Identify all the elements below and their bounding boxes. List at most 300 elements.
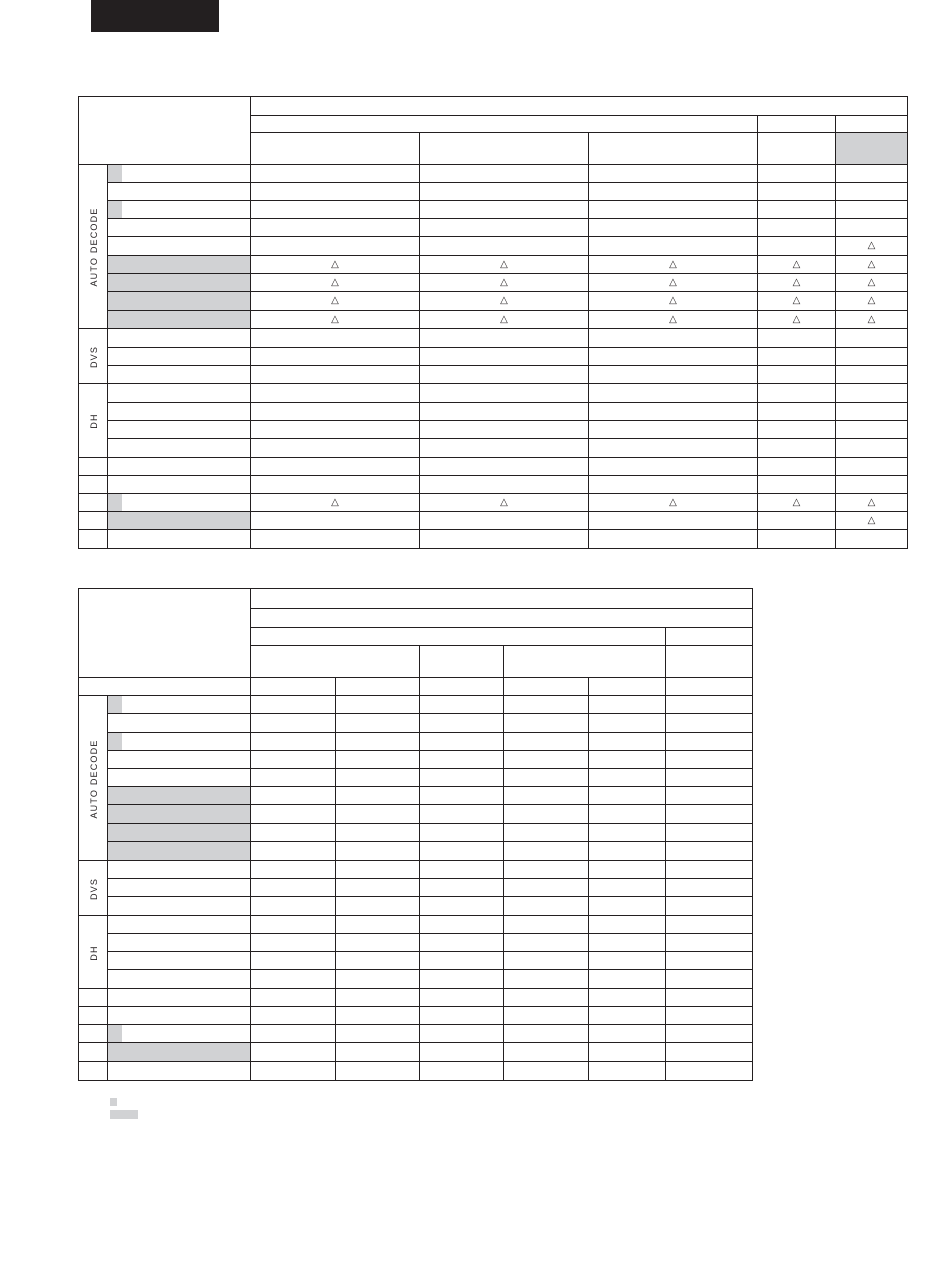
data-cell-r5-c1 (251, 237, 420, 256)
triangle-mark-icon: △ (792, 258, 801, 270)
data-cell-r1-c1 (251, 696, 336, 714)
data-cell-r15-c1 (251, 421, 420, 439)
triangle-mark-icon: △ (500, 295, 508, 306)
triangle-mark-icon: △ (669, 313, 677, 325)
header-corner (79, 589, 251, 678)
data-cell-r15-c4 (758, 421, 836, 439)
header-top (251, 97, 908, 116)
data-cell-r10-c2 (420, 329, 589, 348)
data-cell-r7-c3 (420, 805, 504, 824)
header-sub-4 (666, 646, 753, 678)
data-cell-r3-c1 (251, 201, 420, 219)
triangle-mark-icon: △ (331, 496, 339, 508)
row-label-6 (108, 787, 251, 805)
data-cell-r11-c2 (336, 879, 420, 897)
data-cell-r18-c6 (666, 1007, 753, 1025)
data-cell-r16-c3 (589, 439, 758, 458)
data-cell-r12-c1 (251, 897, 336, 916)
data-cell-r19-c6 (666, 1025, 753, 1043)
data-cell-r13-c3 (589, 384, 758, 403)
data-cell-r15-c1 (251, 952, 336, 970)
data-cell-r8-c5 (836, 292, 908, 311)
header-group-a (251, 628, 666, 646)
data-cell-r4-c2 (336, 751, 420, 769)
data-cell-r7-c4 (504, 805, 589, 824)
data-cell-r4-c3 (420, 751, 504, 769)
data-cell-r12-c2 (336, 897, 420, 916)
data-cell-r14-c2 (336, 934, 420, 952)
data-cell-r6-c4 (758, 256, 836, 274)
row-label-11 (108, 348, 251, 366)
data-cell-r14-c5 (836, 403, 908, 421)
data-cell-r20-c1 (251, 1043, 336, 1062)
group-empty-cell (79, 512, 108, 530)
data-cell-r16-c6 (666, 970, 753, 989)
data-cell-r6-c3 (420, 787, 504, 805)
data-cell-r8-c1 (251, 824, 336, 842)
shade-marker (108, 494, 122, 511)
data-cell-r8-c5 (589, 824, 666, 842)
data-cell-r2-c1 (251, 714, 336, 733)
data-cell-r21-c4 (504, 1062, 589, 1081)
row-label-13 (108, 916, 251, 934)
data-cell-r14-c4 (504, 934, 589, 952)
data-cell-r7-c4 (758, 274, 836, 292)
triangle-mark-icon: △ (500, 276, 508, 288)
data-cell-r6-c1 (251, 256, 420, 274)
row-label-20 (108, 512, 251, 530)
data-cell-r21-c2 (336, 1062, 420, 1081)
data-cell-r10-c3 (589, 329, 758, 348)
data-cell-r4-c3 (589, 219, 758, 237)
data-cell-r13-c2 (336, 916, 420, 934)
group-empty-cell (79, 1043, 108, 1062)
header-group-b (666, 628, 753, 646)
data-cell-r20-c4 (758, 512, 836, 530)
data-cell-r5-c5 (589, 769, 666, 787)
data-cell-r13-c4 (758, 384, 836, 403)
data-cell-r4-c2 (420, 219, 589, 237)
mode-table-2 (78, 588, 753, 1081)
data-cell-r5-c2 (420, 237, 589, 256)
row-label-8 (108, 824, 251, 842)
row-label-5 (108, 769, 251, 787)
row-label-15 (108, 952, 251, 970)
header-label-row (79, 678, 251, 696)
row-label-20 (108, 1043, 251, 1062)
row-label-9 (108, 842, 251, 861)
triangle-mark-icon: △ (669, 276, 677, 288)
data-cell-r18-c2 (420, 476, 589, 494)
data-cell-r15-c5 (836, 421, 908, 439)
data-cell-r5-c1 (251, 769, 336, 787)
data-cell-r16-c4 (758, 439, 836, 458)
shade-marker (108, 201, 122, 218)
triangle-mark-icon: △ (867, 276, 876, 288)
triangle-mark-icon: △ (500, 258, 508, 270)
data-cell-r8-c1 (251, 292, 420, 311)
row-label-10 (108, 329, 251, 348)
data-cell-r21-c3 (420, 1062, 504, 1081)
data-cell-r18-c3 (420, 1007, 504, 1025)
data-cell-r19-c3 (420, 1025, 504, 1043)
row-label-16 (108, 439, 251, 458)
data-cell-r16-c1 (251, 970, 336, 989)
data-cell-r11-c4 (758, 348, 836, 366)
data-cell-r21-c3 (589, 530, 758, 549)
data-cell-r9-c5 (836, 311, 908, 329)
group-dvs-label: DVS (88, 877, 99, 900)
data-cell-r20-c3 (420, 1043, 504, 1062)
row-label-1 (108, 696, 251, 714)
triangle-mark-icon: △ (669, 258, 677, 270)
data-cell-r6-c2 (420, 256, 589, 274)
column-header-2 (336, 678, 420, 696)
data-cell-r20-c5 (589, 1043, 666, 1062)
data-cell-r21-c6 (666, 1062, 753, 1081)
data-cell-r7-c2 (420, 274, 589, 292)
data-cell-r10-c4 (758, 329, 836, 348)
triangle-mark-icon: △ (867, 496, 876, 508)
data-cell-r18-c2 (336, 1007, 420, 1025)
data-cell-r19-c1 (251, 494, 420, 512)
column-header-1 (251, 133, 420, 165)
data-cell-r12-c3 (420, 897, 504, 916)
data-cell-r17-c2 (420, 458, 589, 476)
data-cell-r13-c6 (666, 916, 753, 934)
data-cell-r19-c2 (336, 1025, 420, 1043)
row-label-2 (108, 714, 251, 733)
group-auto-decode-label: AUTO DECODE (88, 738, 99, 819)
data-cell-r12-c2 (420, 366, 589, 384)
data-cell-r3-c5 (589, 733, 666, 751)
row-label-8 (108, 292, 251, 311)
data-cell-r13-c3 (420, 916, 504, 934)
data-cell-r2-c5 (589, 714, 666, 733)
data-cell-r9-c1 (251, 842, 336, 861)
triangle-mark-icon: △ (792, 496, 801, 508)
data-cell-r10-c5 (836, 329, 908, 348)
column-header-2 (420, 133, 589, 165)
group-dh-label: DH (88, 413, 99, 429)
data-cell-r4-c6 (666, 751, 753, 769)
row-label-2 (108, 183, 251, 201)
data-cell-r13-c4 (504, 916, 589, 934)
data-cell-r11-c5 (589, 879, 666, 897)
data-cell-r20-c6 (666, 1043, 753, 1062)
data-cell-r5-c6 (666, 769, 753, 787)
row-label-6 (108, 256, 251, 274)
data-cell-r20-c3 (589, 512, 758, 530)
triangle-mark-icon: △ (867, 514, 876, 526)
data-cell-r4-c1 (251, 219, 420, 237)
data-cell-r2-c5 (836, 183, 908, 201)
row-label-14 (108, 934, 251, 952)
data-cell-r1-c5 (836, 165, 908, 183)
shade-marker (108, 733, 122, 750)
triangle-mark-icon: △ (792, 295, 801, 306)
row-label-9 (108, 311, 251, 329)
data-cell-r12-c4 (758, 366, 836, 384)
data-cell-r2-c2 (336, 714, 420, 733)
data-cell-r15-c4 (504, 952, 589, 970)
row-label-3 (108, 201, 251, 219)
data-cell-r1-c1 (251, 165, 420, 183)
triangle-mark-icon: △ (867, 313, 876, 325)
data-cell-r20-c4 (504, 1043, 589, 1062)
page-tab-marker (91, 0, 219, 32)
group-empty-cell (79, 1007, 108, 1025)
data-cell-r10-c1 (251, 329, 420, 348)
data-cell-r19-c4 (758, 494, 836, 512)
data-cell-r13-c1 (251, 916, 336, 934)
triangle-mark-icon: △ (500, 496, 508, 508)
header-group-a (251, 116, 758, 133)
group-auto-decode-label: AUTO DECODE (88, 207, 99, 287)
data-cell-r4-c4 (504, 751, 589, 769)
data-cell-r12-c4 (504, 897, 589, 916)
data-cell-r3-c3 (420, 733, 504, 751)
triangle-mark-icon: △ (331, 295, 339, 306)
column-header-6 (666, 678, 753, 696)
column-header-4 (758, 133, 836, 165)
header-sub-3 (504, 646, 666, 678)
data-cell-r19-c5 (589, 1025, 666, 1043)
header-group-c (836, 116, 908, 133)
group-empty-cell (79, 530, 108, 549)
row-label-21 (108, 1062, 251, 1081)
data-cell-r4-c4 (758, 219, 836, 237)
data-cell-r3-c2 (336, 733, 420, 751)
group-empty-cell (79, 476, 108, 494)
legend-swatch-small (110, 1098, 117, 1106)
data-cell-r5-c3 (589, 237, 758, 256)
data-cell-r2-c3 (589, 183, 758, 201)
data-cell-r18-c5 (589, 1007, 666, 1025)
data-cell-r15-c2 (420, 421, 589, 439)
triangle-mark-icon: △ (331, 313, 339, 325)
row-label-12 (108, 366, 251, 384)
data-cell-r1-c4 (758, 165, 836, 183)
data-cell-r6-c5 (836, 256, 908, 274)
data-cell-r15-c3 (589, 421, 758, 439)
data-cell-r3-c5 (836, 201, 908, 219)
data-cell-r17-c5 (836, 458, 908, 476)
row-label-1 (108, 165, 251, 183)
data-cell-r6-c6 (666, 787, 753, 805)
data-cell-r16-c5 (589, 970, 666, 989)
row-label-19 (108, 494, 251, 512)
data-cell-r3-c6 (666, 733, 753, 751)
data-cell-r19-c2 (420, 494, 589, 512)
column-header-5 (589, 678, 666, 696)
data-cell-r15-c6 (666, 952, 753, 970)
data-cell-r7-c6 (666, 805, 753, 824)
data-cell-r12-c5 (589, 897, 666, 916)
row-label-13 (108, 384, 251, 403)
data-cell-r11-c3 (589, 348, 758, 366)
data-cell-r21-c2 (420, 530, 589, 549)
data-cell-r19-c4 (504, 1025, 589, 1043)
data-cell-r2-c6 (666, 714, 753, 733)
data-cell-r7-c2 (336, 805, 420, 824)
row-label-4 (108, 751, 251, 769)
data-cell-r11-c6 (666, 879, 753, 897)
triangle-mark-icon: △ (331, 258, 339, 270)
data-cell-r11-c4 (504, 879, 589, 897)
column-header-4 (504, 678, 589, 696)
data-cell-r9-c4 (758, 311, 836, 329)
data-cell-r16-c2 (336, 970, 420, 989)
data-cell-r1-c5 (589, 696, 666, 714)
data-cell-r21-c1 (251, 530, 420, 549)
data-cell-r17-c6 (666, 989, 753, 1007)
data-cell-r1-c3 (420, 696, 504, 714)
data-cell-r5-c2 (336, 769, 420, 787)
data-cell-r14-c3 (420, 934, 504, 952)
data-cell-r8-c2 (336, 824, 420, 842)
data-cell-r18-c5 (836, 476, 908, 494)
data-cell-r20-c1 (251, 512, 420, 530)
data-cell-r16-c5 (836, 439, 908, 458)
data-cell-r10-c1 (251, 861, 336, 879)
data-cell-r8-c4 (504, 824, 589, 842)
data-cell-r6-c2 (336, 787, 420, 805)
data-cell-r12-c5 (836, 366, 908, 384)
data-cell-r2-c1 (251, 183, 420, 201)
data-cell-r3-c3 (589, 201, 758, 219)
data-cell-r10-c6 (666, 861, 753, 879)
group-empty-cell (79, 494, 108, 512)
data-cell-r12-c6 (666, 897, 753, 916)
data-cell-r18-c4 (504, 1007, 589, 1025)
data-cell-r7-c1 (251, 805, 336, 824)
data-cell-r1-c4 (504, 696, 589, 714)
data-cell-r7-c1 (251, 274, 420, 292)
row-label-7 (108, 805, 251, 824)
header-sub-1 (251, 646, 420, 678)
data-cell-r15-c3 (420, 952, 504, 970)
data-cell-r20-c2 (420, 512, 589, 530)
triangle-mark-icon: △ (669, 496, 677, 508)
row-label-15 (108, 421, 251, 439)
data-cell-r17-c1 (251, 989, 336, 1007)
data-cell-r17-c1 (251, 458, 420, 476)
data-cell-r16-c4 (504, 970, 589, 989)
data-cell-r9-c2 (420, 311, 589, 329)
triangle-mark-icon: △ (500, 313, 508, 325)
data-cell-r12-c1 (251, 366, 420, 384)
data-cell-r18-c1 (251, 476, 420, 494)
data-cell-r9-c6 (666, 842, 753, 861)
data-cell-r16-c2 (420, 439, 589, 458)
column-header-3 (420, 678, 504, 696)
data-cell-r14-c1 (251, 403, 420, 421)
row-label-10 (108, 861, 251, 879)
data-cell-r1-c2 (336, 696, 420, 714)
triangle-mark-icon: △ (331, 276, 339, 288)
data-cell-r17-c4 (504, 989, 589, 1007)
data-cell-r3-c2 (420, 201, 589, 219)
triangle-mark-icon: △ (792, 276, 801, 288)
group-dvs-label: DVS (88, 345, 99, 368)
row-label-19 (108, 1025, 251, 1043)
data-cell-r5-c5 (836, 237, 908, 256)
data-cell-r9-c5 (589, 842, 666, 861)
data-cell-r13-c5 (589, 916, 666, 934)
row-label-16 (108, 970, 251, 989)
data-cell-r6-c4 (504, 787, 589, 805)
data-cell-r16-c1 (251, 439, 420, 458)
data-cell-r5-c4 (758, 237, 836, 256)
row-label-11 (108, 879, 251, 897)
data-cell-r21-c5 (589, 1062, 666, 1081)
data-cell-r7-c5 (589, 805, 666, 824)
triangle-mark-icon: △ (792, 313, 801, 325)
data-cell-r17-c5 (589, 989, 666, 1007)
data-cell-r20-c5 (836, 512, 908, 530)
data-cell-r2-c3 (420, 714, 504, 733)
data-cell-r11-c1 (251, 879, 336, 897)
data-cell-r4-c1 (251, 751, 336, 769)
header-row-2 (251, 609, 753, 628)
row-label-4 (108, 219, 251, 237)
data-cell-r17-c2 (336, 989, 420, 1007)
data-cell-r13-c1 (251, 384, 420, 403)
data-cell-r8-c6 (666, 824, 753, 842)
shade-marker (108, 696, 122, 713)
data-cell-r17-c3 (589, 458, 758, 476)
data-cell-r8-c3 (589, 292, 758, 311)
group-empty-cell (79, 458, 108, 476)
data-cell-r11-c1 (251, 348, 420, 366)
data-cell-r14-c3 (589, 403, 758, 421)
data-cell-r18-c1 (251, 1007, 336, 1025)
data-cell-r4-c5 (589, 751, 666, 769)
data-cell-r18-c4 (758, 476, 836, 494)
data-cell-r15-c2 (336, 952, 420, 970)
data-cell-r15-c5 (589, 952, 666, 970)
data-cell-r5-c4 (504, 769, 589, 787)
group-empty-cell (79, 1062, 108, 1081)
triangle-mark-icon: △ (867, 295, 876, 306)
group-empty-cell (79, 1025, 108, 1043)
data-cell-r9-c4 (504, 842, 589, 861)
data-cell-r7-c3 (589, 274, 758, 292)
data-cell-r5-c3 (420, 769, 504, 787)
column-header-3 (589, 133, 758, 165)
data-cell-r19-c1 (251, 1025, 336, 1043)
data-cell-r17-c4 (758, 458, 836, 476)
group-empty-cell (79, 989, 108, 1007)
data-cell-r9-c2 (336, 842, 420, 861)
data-cell-r2-c4 (504, 714, 589, 733)
data-cell-r7-c5 (836, 274, 908, 292)
header-corner (79, 97, 251, 165)
row-label-14 (108, 403, 251, 421)
row-label-18 (108, 476, 251, 494)
data-cell-r17-c3 (420, 989, 504, 1007)
data-cell-r18-c3 (589, 476, 758, 494)
data-cell-r6-c1 (251, 787, 336, 805)
column-header-5 (836, 133, 908, 165)
data-cell-r14-c2 (420, 403, 589, 421)
shade-marker (108, 1025, 122, 1042)
data-cell-r10-c2 (336, 861, 420, 879)
data-cell-r11-c2 (420, 348, 589, 366)
row-label-5 (108, 237, 251, 256)
shade-marker (108, 165, 122, 182)
